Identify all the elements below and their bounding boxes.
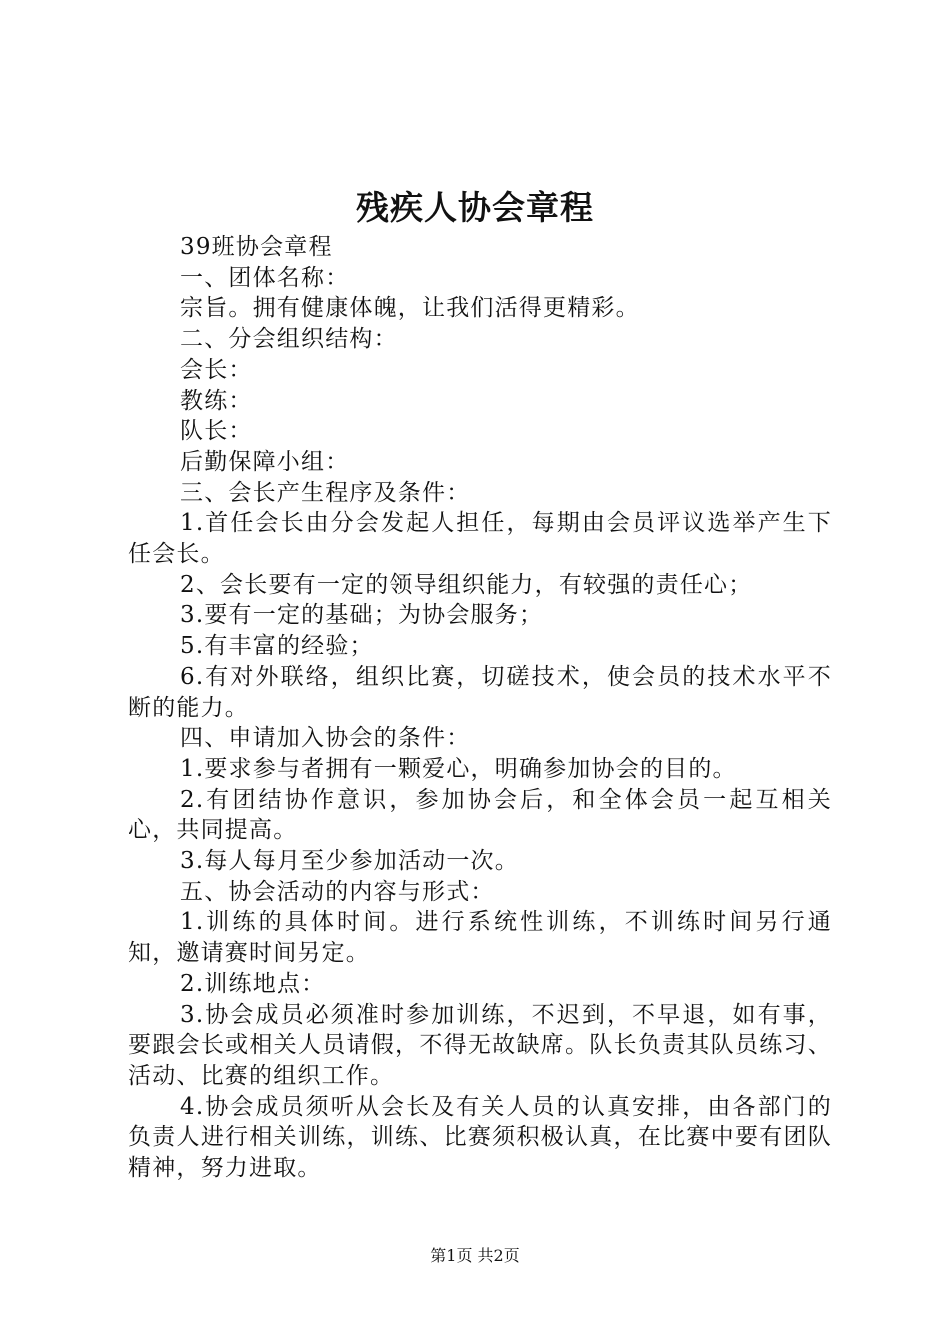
paragraph: 2.训练地点： <box>180 970 326 997</box>
page-footer: 第1页 共2页 <box>430 1246 520 1265</box>
document-body <box>128 232 832 1184</box>
paragraph: 39班协会章程 <box>180 234 333 260</box>
paragraph: 四、申请加入协会的条件： <box>180 725 471 752</box>
paragraph: 队长： <box>180 418 253 445</box>
paragraph: 后勤保障小组： <box>180 448 350 475</box>
paragraph: 2、会长要有一定的领导组织能力，有较强的责任心； <box>180 571 753 598</box>
paragraph: 三、会长产生程序及条件： <box>180 479 471 506</box>
paragraph: 五、协会活动的内容与形式： <box>180 878 495 905</box>
paragraph: 3.协会成员必须准时参加训练，不迟到，不早退，如有事，要跟会长或相关人员请假，不得无故缺席。队长负责其队员练习、活动、比赛的组织工作。 <box>128 1001 832 1089</box>
paragraph: 1.训练的具体时间。进行系统性训练，不训练时间另行通知，邀请赛时间另定。 <box>128 909 832 967</box>
paragraph: 5.有丰富的经验； <box>180 633 374 660</box>
paragraph: 一、团体名称： <box>180 264 350 291</box>
paragraph: 会长： <box>180 356 253 383</box>
paragraph: 教练： <box>180 387 253 414</box>
paragraph: 3.每人每月至少参加活动一次。 <box>180 848 519 875</box>
document-title: 残疾人协会章程 <box>356 188 594 227</box>
paragraph: 宗旨。拥有健康体魄，让我们活得更精彩。 <box>180 295 640 322</box>
paragraph: 4.协会成员须听从会长及有关人员的认真安排，由各部门的负责人进行相关训练，训练、比赛须积极认真，在比赛中要有团队精神，努力进取。 <box>128 1093 832 1182</box>
paragraph: 3.要有一定的基础；为协会服务； <box>180 602 544 629</box>
paragraph: 二、分会组织结构： <box>180 326 398 353</box>
paragraph: 6.有对外联络，组织比赛，切磋技术，使会员的技术水平不断的能力。 <box>128 663 832 721</box>
paragraph: 1.首任会长由分会发起人担任，每期由会员评议选举产生下任会长。 <box>128 510 832 568</box>
paragraph: 2.有团结协作意识，参加协会后，和全体会员一起互相关心，共同提高。 <box>128 786 832 844</box>
paragraph: 1.要求参与者拥有一颗爱心，明确参加协会的目的。 <box>180 755 737 782</box>
